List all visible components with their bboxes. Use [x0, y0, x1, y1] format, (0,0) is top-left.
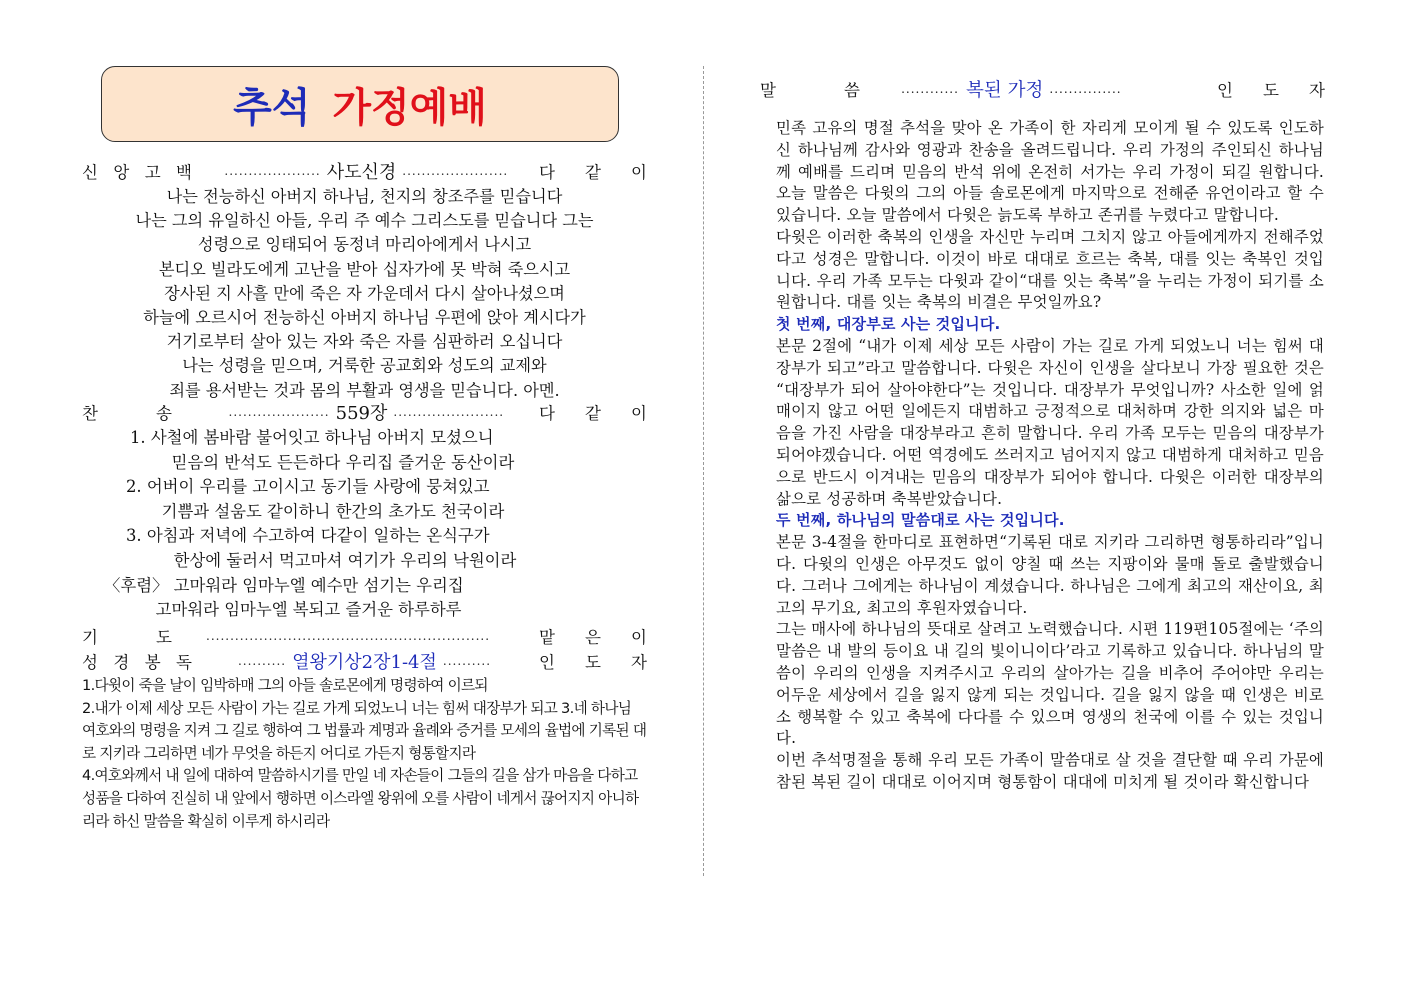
page-title [101, 66, 619, 142]
hymn-line: 고마워라 임마누엘 복되고 즐거운 하루하루 [114, 600, 462, 620]
leader-dots: ...................... [402, 164, 509, 178]
leader-dots: .......... [442, 654, 492, 668]
creed-line: 나는 그의 유일하신 아들, 우리 주 예수 그리스도를 믿습니다 그는 [135, 211, 594, 231]
sermon-paragraph: 본문 3-4절을 한마디로 표현하면“기록된 대로 지키라 그리하면 형통하리라”입니다. 다윗의 인생은 아무것도 없이 양칠 때 쓰는 지팡이와 물매 돌로 출발했습니다. 그러나 그에게는 하나님이 계셨습니다. 하나님은 그에게 최고의 재산이요, 최고의 무기요, 최고의 후원자였습니다. [776, 533, 1324, 617]
reading-label: 성 경 봉 독 [82, 653, 192, 672]
point-heading: 두 번째, 하나님의 말씀대로 사는 것입니다. [776, 511, 1065, 530]
sermon-body [776, 118, 1324, 794]
hymn-line: 1. 사철에 봄바람 불어잇고 하나님 아버지 모셨으니 [130, 428, 494, 447]
leader-dots: ............ [901, 82, 959, 96]
column-divider [703, 66, 704, 876]
hymn-line: 2. 어버이 우리를 고이시고 동기들 사랑에 뭉쳐있고 [126, 477, 490, 497]
leader-dots: ..................... [228, 405, 330, 419]
sermon-header [760, 76, 1325, 102]
sermon-paragraph: 다윗은 이러한 축복의 인생을 자신만 누리며 그치지 않고 아들에게까지 전해주었다고 성경은 말합니다. 이것이 바로 대대로 흐르는 축복, 대를 잇는 축복인 것입니다. 우리 가족 모두는 다윗과 같이“대를 잇는 축복”을 누리는 가정이 되기를 소원합니다. 대를 잇는 축복의 비결은 무엇일까요? [776, 227, 1324, 312]
creed-text [82, 185, 647, 403]
hymn-number: 559장 [335, 403, 388, 424]
leader-dots: ............... [1049, 82, 1122, 96]
title-part2: 가정예배 [332, 84, 487, 131]
scripture-verse: 1.다윗이 죽을 날이 임박하매 그의 아들 솔로몬에게 명령하여 이르되 [82, 677, 488, 694]
hymn-line: 3. 아침과 저녁에 수고하여 다같이 일하는 온식구가 [126, 526, 490, 546]
creed-line: 나는 전능하신 아버지 하나님, 천지의 창조주를 믿습니다 [166, 187, 563, 206]
sermon-paragraph: 그는 매사에 하나님의 뜻대로 살려고 노력했습니다. 시편 119편105절에는 ‘주의 말씀은 내 발의 등이요 내 길의 빛이니이다’라고 기록하고 있습니다. 하나님의 말씀이 우리의 인생을 지켜주시고 우리의 살아가는 길을 비추어 주어야만 우리는 어두운 세상에서 길을 잃지 않게 되는 것입니다. 길을 잃지 않을 때 인생은 비로소 행복할 수 있고 축복에 다다를 수 있으며 영생의 천국에 이를 수 있는 것입니다. [776, 620, 1324, 748]
creed-line: 나는 성령을 믿으며, 거룩한 공교회와 성도의 교제와 [182, 356, 547, 376]
reading-passage: 열왕기상2장1-4절 [292, 652, 437, 673]
creed-line: 성령으로 잉태되어 동정녀 마리아에게서 나시고 [197, 235, 532, 255]
leader-dots: ........................................................... [206, 629, 491, 643]
hymn-label: 찬 송 [82, 404, 172, 423]
sermon-title: 복된 가정 [966, 80, 1044, 101]
reading-responder: 인 도 자 [539, 653, 647, 672]
sermon-responder: 인 도 자 [1217, 81, 1325, 100]
creed-header [82, 159, 647, 183]
creed-label: 신 앙 고 백 [82, 163, 192, 182]
hymn-line: 기쁨과 설움도 같이하니 한간의 초가도 천국이라 [146, 501, 505, 521]
leader-dots: .................... [224, 164, 321, 178]
hymn-responder: 다 같 이 [539, 404, 647, 423]
prayer-header [82, 624, 647, 648]
creed-name: 사도신경 [326, 162, 397, 183]
prayer-label: 기 도 [82, 628, 172, 647]
creed-line: 하늘에 오르시어 전능하신 아버지 하나님 우편에 앉아 계시다가 [143, 308, 586, 328]
creed-responder: 다 같 이 [539, 163, 647, 182]
sermon-paragraph: 민족 고유의 명절 추석을 맞아 온 가족이 한 자리게 모이게 될 수 있도록 인도하신 하나님께 감사와 영광과 찬송을 올려드립니다. 우리 가정의 주인되신 하나님께 예배를 드리며 믿음의 반석 위에 온전히 서가는 우리 가정이 되길 원합니다. 오늘 말씀은 다윗의 그의 아들 솔로몬에게 마지막으로 전해준 유언이라고 할 수 있습니다. 오늘 말씀에서 다윗은 늙도록 부하고 존귀를 누렸다고 말합니다. [776, 119, 1324, 225]
creed-line: 장사된 지 사흘 만에 죽은 자 가운데서 다시 살아나셨으며 [164, 283, 565, 303]
creed-line: 거기로부터 살아 있는 자와 죽은 자를 심판하러 오십니다 [166, 332, 563, 352]
sermon-label: 말 씀 [760, 81, 860, 100]
hymn-line: 믿음의 반석도 든든하다 우리집 즐거운 동산이라 [156, 452, 515, 472]
scripture-verse: 2.내가 이제 세상 모든 사람이 가는 길로 가게 되었노니 너는 힘써 대장부가 되고 3.네 하나님 여호와의 명령을 지켜 그 길로 행하여 그 법률과 계명과 율례와 증거를 모세의 율법에 기록된 대로 지키라 그리하면 네가 무엇을 하든지 어디로 가든지 형통할지라 [82, 699, 647, 762]
scripture-verse: 4.여호와께서 내 일에 대하여 말씀하시기를 만일 네 자손들이 그들의 길을 삼가 마음을 다하고 성품을 다하여 진실히 내 앞에서 행하면 이스라엘 왕위에 오를 사람이 네게서 끊어지지 아니하리라 하신 말씀을 확실히 이루게 하시리라 [82, 767, 639, 830]
creed-line: 죄를 용서받는 것과 몸의 부활과 영생을 믿습니다. 아멘. [169, 380, 560, 400]
sermon-closing: 이번 추석명절을 통해 우리 모든 가족이 말씀대로 살 것을 결단할 때 우리 가문에 참된 복된 길이 대대로 이어지며 형통함이 대대에 미치게 될 것이라 확신합니다 [776, 751, 1324, 791]
leader-dots: .......... [237, 654, 287, 668]
hymn-line: 〈후렴〉 고마워라 임마누엘 예수만 섬기는 우리집 [104, 575, 464, 595]
leader-dots: ....................... [393, 405, 505, 419]
point-heading: 첫 번째, 대장부로 사는 것입니다. [776, 315, 1001, 334]
hymn-text [82, 426, 647, 623]
hymn-line: 한상에 둘러서 먹고마셔 여기가 우리의 낙원이라 [158, 550, 517, 570]
scripture-text [82, 675, 647, 833]
prayer-responder: 맡 은 이 [539, 628, 647, 647]
creed-line: 본디오 빌라도에게 고난을 받아 십자가에 못 박혀 죽으시고 [158, 259, 571, 279]
title-part1: 추석 [233, 84, 311, 131]
sermon-paragraph: 본문 2절에 “내가 이제 세상 모든 사람이 가는 길로 가게 되었노니 너는 힘써 대장부가 되고”라고 말씀합니다. 다윗은 자신이 인생을 살다보니 가장 필요한 것은 “대장부가 되어 살아야한다”는 것입니다. 대장부가 무엇입니까? 사소한 일에 얽매이지 않고 어떤 일에든지 대범하고 긍정적으로 대처하며 강한 의지와 넓은 마음을 가진 사람을 대장부라고 흔히 말합니다. 우리 가족 모두는 믿음의 대장부가 되어야겠습니다. 어떤 역경에도 쓰러지고 넘어지지 않고 대범하게 대처하고 믿음으로 반드시 이겨내는 믿음의 대장부가 되어야 합니다. 다윗은 이러한 대장부의 삶으로 성공하며 축복받았습니다. [776, 336, 1324, 508]
hymn-header [82, 400, 647, 424]
reading-header [82, 649, 647, 673]
